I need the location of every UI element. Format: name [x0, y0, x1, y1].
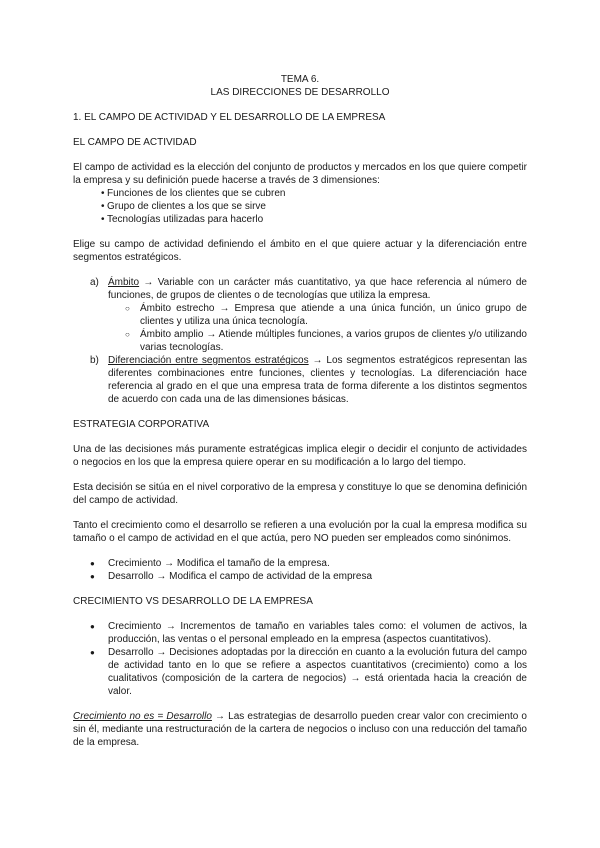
page-title: LAS DIRECCIONES DE DESARROLLO	[210, 87, 390, 98]
list-marker: a)	[90, 277, 99, 288]
term-diferenciacion: Diferenciación entre segmentos estratégicos	[108, 355, 309, 366]
intro-paragraph: El campo de actividad es la elección del conjunto de productos y mercados en los que quiere competir la empresa y su definición puede hacerse a través de 3 dimensiones:	[73, 162, 527, 186]
tema-label: TEMA 6.	[280, 74, 320, 85]
estrategia-bullets	[73, 557, 527, 583]
list-marker: b)	[90, 355, 99, 366]
estrategia-title: ESTRATEGIA CORPORATIVA	[73, 419, 210, 430]
estrategia-paragraph-1: Una de las decisiones más puramente estratégicas implica elegir o decidir el conjunto de actividades o negocios en los que la empresa quiere operar en su modificación a lo largo del tiempo.	[73, 444, 527, 468]
list-item: • Grupo de clientes a los que se sirve	[107, 200, 527, 213]
list-item: ○ Ámbito amplio → Atiende múltiples funciones, a varios grupos de clientes y/o utilizando varias tecnologías.	[140, 328, 527, 354]
item-text: → Variable con un carácter más cuantitativo, ya que hace referencia al número de funciones, de grupos de clientes o de tecnologías que utiliza la empresa.	[108, 277, 527, 301]
final-text: → Las estrategias de desarrollo pueden crear valor con crecimiento o sin él, mediante una restructuración de la cartera de negocios o incluso con una reducción del tamaño de la empresa.	[73, 711, 527, 748]
document-page	[73, 73, 527, 749]
list-item-b	[73, 354, 527, 406]
estrategia-paragraph-2: Esta decisión se sitúa en el nivel corporativo de la empresa y constituye lo que se denomina definición del campo de actividad.	[73, 482, 527, 506]
list-item: ○ Ámbito estrecho → Empresa que atiende a una única función, un único grupo de clientes y utiliza una única tecnología.	[140, 302, 527, 328]
final-paragraph	[73, 710, 527, 749]
section-1-subtitle: EL CAMPO DE ACTIVIDAD	[73, 137, 197, 148]
list-item-a	[73, 276, 527, 354]
item-text: → Los segmentos estratégicos representan las diferentes combinaciones entre funciones, clientes y tecnologías. La diferenciación hace referencia al grado en el que una empresa trata de forma diferente a los distintos segmentos de acuerdo con cada una de las dimensiones básicas.	[108, 355, 527, 405]
list-item: ● Desarrollo → Decisiones adoptadas por la dirección en cuanto a la evolución futura del campo de actividad tanto en lo que se refiere a aspectos cuantitativos (crecimiento) como a los cualitativos (composición de la cartera de negocios) → está orientada hacia la creación de valor.	[108, 646, 527, 698]
ambito-sublist	[108, 302, 527, 354]
alpha-list	[73, 276, 527, 406]
estrategia-paragraph-3: Tanto el crecimiento como el desarrollo se refieren a una evolución por la cual la empresa modifica su tamaño o el campo de actividad en el que actúa, pero NO pueden ser empleados como sinónimos.	[73, 520, 527, 544]
list-item: ● Crecimiento → Modifica el tamaño de la empresa.	[108, 557, 527, 570]
list-item: ● Desarrollo → Modifica el campo de actividad de la empresa	[108, 570, 527, 583]
crecimiento-bullets	[73, 620, 527, 698]
dimensions-list	[73, 187, 527, 226]
final-term: Crecimiento no es = Desarrollo	[73, 711, 212, 722]
list-item: ● Crecimiento → Incrementos de tamaño en variables tales como: el volumen de activos, la producción, las ventas o el personal empleado en la empresa (aspectos cuantitativos).	[108, 620, 527, 646]
term-ambito: Ámbito	[108, 277, 140, 288]
list-item: • Tecnologías utilizadas para hacerlo	[107, 213, 527, 226]
crecimiento-title: CRECIMIENTO VS DESARROLLO DE LA EMPRESA	[73, 596, 313, 607]
elige-paragraph: Elige su campo de actividad definiendo el ámbito en el que quiere actuar y la diferenciación entre segmentos estratégicos.	[73, 239, 527, 263]
section-1-title: 1. EL CAMPO DE ACTIVIDAD Y EL DESARROLLO DE LA EMPRESA	[73, 112, 386, 123]
list-item: • Funciones de los clientes que se cubren	[107, 187, 527, 200]
